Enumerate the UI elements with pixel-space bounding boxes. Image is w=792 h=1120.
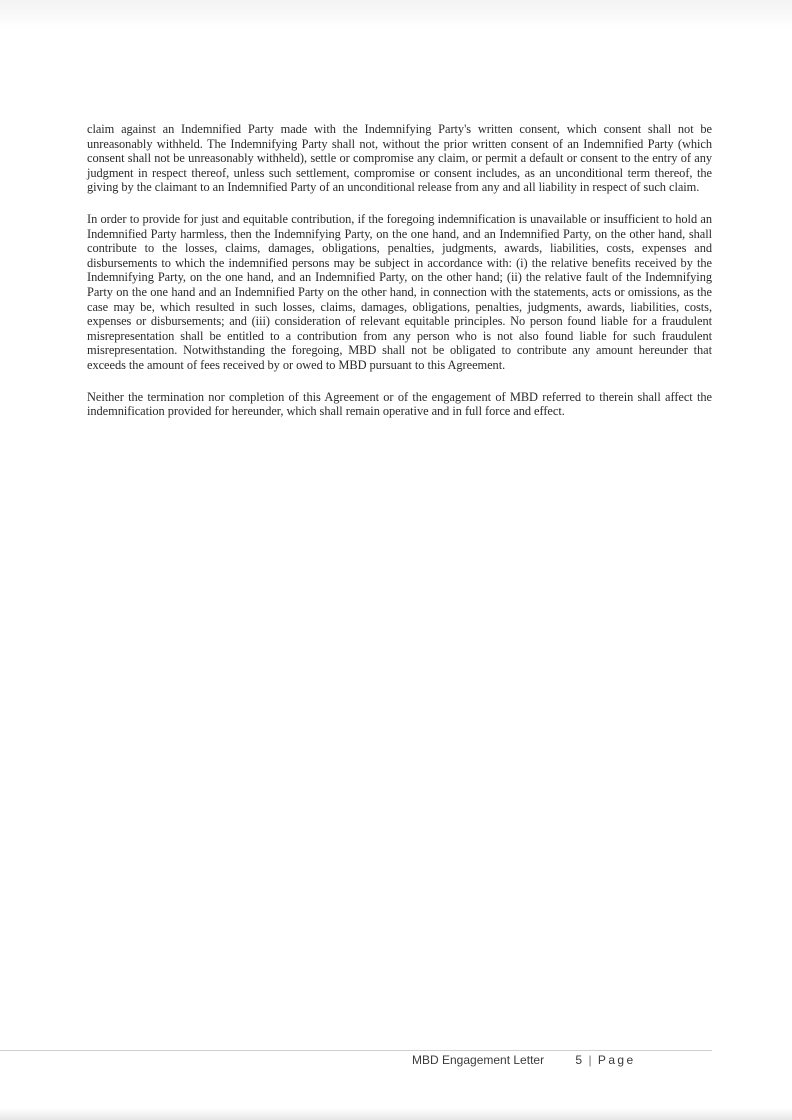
page-footer (412, 1053, 636, 1067)
footer-page-label: Page (597, 1053, 636, 1067)
paragraph-survival: Neither the termination nor completion of this Agreement or of the engagement of MBD referred to therein shall affect the indemnification provided for hereunder, which shall remain operative and in full force and effect. (87, 389, 712, 419)
footer-divider (0, 1050, 712, 1051)
paragraph-contribution: In order to provide for just and equitable contribution, if the foregoing indemnification is unavailable or insufficient to hold an Indemnified Party harmless, then the Indemnifying Party, on the one hand, and an Indemnified Party, on the other hand, shall contribute to the losses, claims, damages, obligations, penalties, judgments, awards, liabilities, costs, expenses and disbursements to which the indemnified persons may be subject in accordance with: (i) the relative benefits received by the Indemnifying Party, on the one hand, and an Indemnified Party, on the other hand; (ii) the relative fault of the Indemnifying Party on the one hand and an Indemnified Party on the other hand, in connection with the statements, acts or omissions, as the case may be, which resulted in such losses, claims, damages, obligations, penalties, judgments, awards, liabilities, costs, expenses or disbursements; and (iii) consideration of relevant equitable principles. No person found liable for a fraudulent misrepresentation shall be entitled to a contribution from any person who is not also found liable for such fraudulent misrepresentation. Notwithstanding the foregoing, MBD shall not be obligated to contribute any amount hereunder that exceeds the amount of fees received by or owed to MBD pursuant to this Agreement. (87, 211, 712, 372)
footer-page-number: 5 (575, 1053, 583, 1067)
scan-shadow-top (0, 0, 792, 30)
scan-shadow-bottom (0, 1108, 792, 1120)
footer-separator: | (588, 1053, 592, 1067)
footer-document-title: MBD Engagement Letter (412, 1053, 545, 1067)
paragraph-indemnification-consent: claim against an Indemnified Party made with the Indemnifying Party's written consent, which consent shall not be unreasonably withheld. The Indemnifying Party shall not, without the prior written consent of an Indemnified Party (which consent shall not be unreasonably withheld), settle or compromise any claim, or permit a default or consent to the entry of any judgment in respect thereof, unless such settlement, compromise or consent includes, as an unconditional term thereof, the giving by the claimant to an Indemnified Party of an unconditional release from any and all liability in respect of such claim. (87, 122, 712, 195)
document-body (87, 122, 712, 436)
